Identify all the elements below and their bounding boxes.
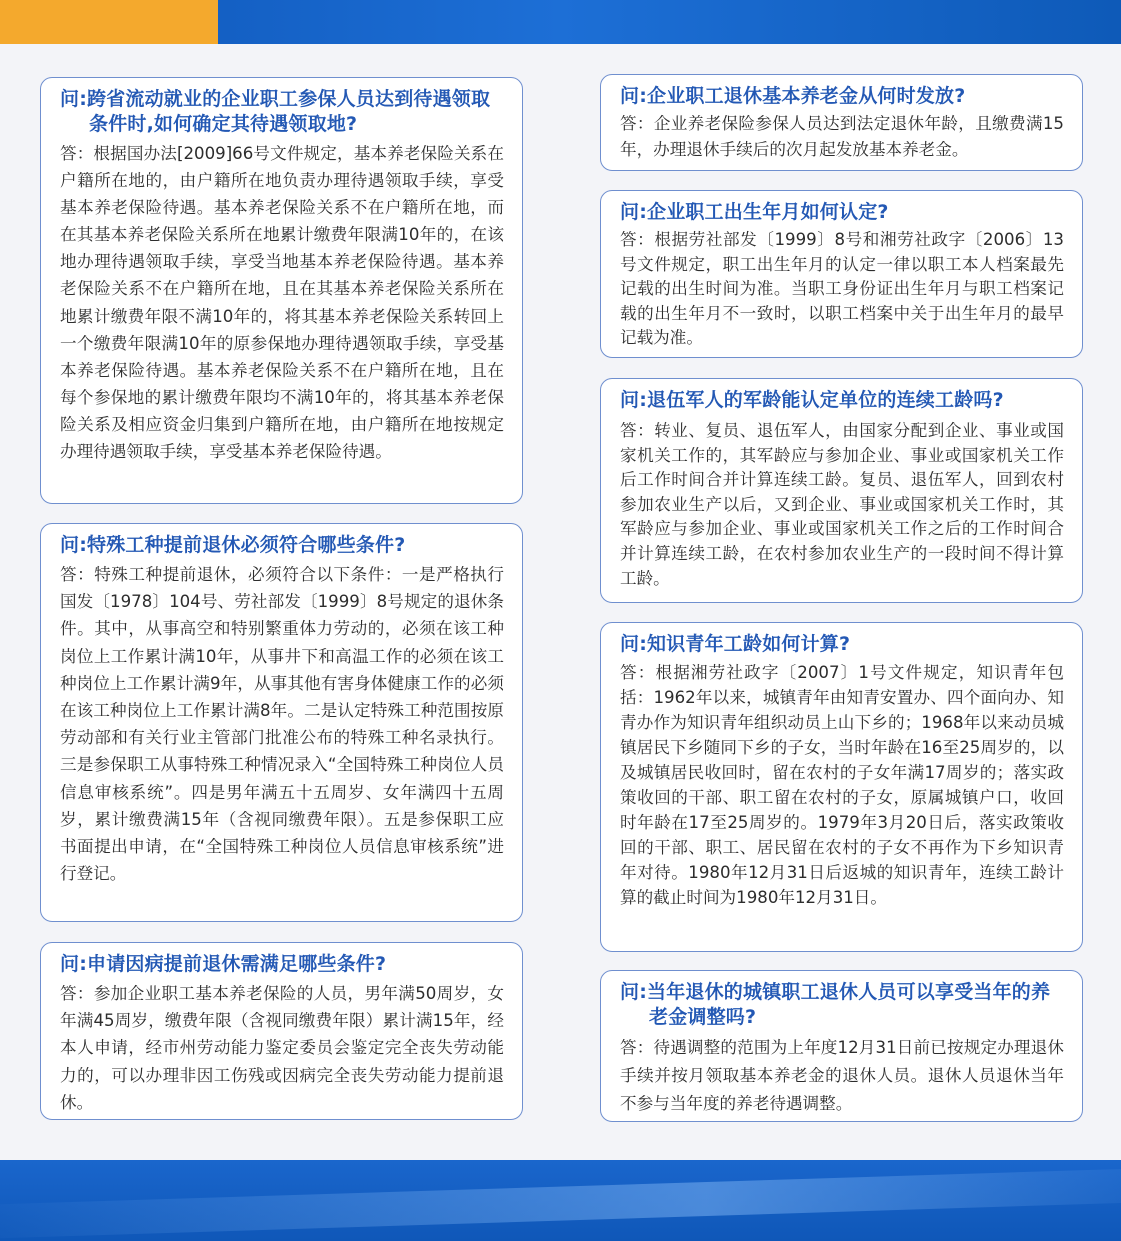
answer-text: 答：根据国办法[2009]66号文件规定，基本养老保险关系在户籍所在地的，由户籍所在地负责办理待遇领取手续，享受基本养老保险待遇。基本养老保险关系不在户籍所在地，而在其基本养老保险关系所在地累计缴费年限满10年的，在该地办理待遇领取手续，享受当地基本养老保险待遇。基本养老保险关系不在户籍所在地，且在其基本养老保险关系所在地累计缴费年限不满10年的，将其基本养老保险关系转回上一个缴费年限满10年的原参保地办理待遇领取手续，享受基本养老保险待遇。基本养老保险关系不在户籍所在地，且在每个参保地的累计缴费年限均不满10年的，将其基本养老保险关系及相应资金归集到户籍所在地，由户籍所在地按规定办理待遇领取手续，享受基本养老保险待遇。 <box>60 144 504 462</box>
question-text: 问:申请因病提前退休需满足哪些条件? <box>60 953 387 975</box>
qa-card-pension-adjustment-eligibility <box>600 970 1083 1122</box>
top-banner-accent <box>0 0 218 44</box>
qa-card-transfer-retirement-location <box>40 77 523 504</box>
bottom-banner-band <box>0 1160 1121 1241</box>
qa-card-educated-youth-service-years <box>600 622 1083 952</box>
qa-card-veteran-service-years <box>600 378 1083 603</box>
question-text: 问:退伍军人的军龄能认定单位的连续工龄吗? <box>620 389 1004 411</box>
answer-text: 答：企业养老保险参保人员达到法定退休年龄，且缴费满15年，办理退休手续后的次月起发放基本养老金。 <box>620 114 1064 159</box>
answer-text: 答：转业、复员、退伍军人，由国家分配到企业、事业或国家机关工作的，其军龄应与参加企业、事业或国家机关工作后工作时间合并计算连续工龄。复员、退伍军人，回到农村参加农业生产以后，又到企业、事业或国家机关工作时，其军龄应与参加企业、事业或国家机关工作之后的工作时间合并计算连续工龄，在农村参加农业生产的一段时间不得计算工龄。 <box>620 421 1064 588</box>
qa-card-illness-early-retirement <box>40 942 523 1120</box>
question-text: 问:跨省流动就业的企业职工参保人员达到待遇领取条件时,如何确定其待遇领取地? <box>60 88 491 135</box>
qa-card-pension-start-date <box>600 74 1083 171</box>
question-text: 问:当年退休的城镇职工退休人员可以享受当年的养老金调整吗? <box>620 981 1051 1028</box>
answer-text: 答：根据湘劳社政字〔2007〕1号文件规定，知识青年包括：1962年以来，城镇青年由知青安置办、四个面向办、知青办作为知识青年组织动员上山下乡的；1968年以来动员城镇居民下乡随同下乡的子女，当时年龄在16至25周岁的，以及城镇居民收回时，留在农村的子女年满17周岁的；落实政策收回的干部、职工留在农村的子女，原属城镇户口，收回时年龄在17至25周岁的。1979年3月20日后，落实政策收回的干部、职工、居民留在农村的子女不再作为下乡知识青年对待。1980年12月31日后返城的知识青年，连续工龄计算的截止时间为1980年12月31日。 <box>620 663 1064 907</box>
question-text: 问:知识青年工龄如何计算? <box>620 633 851 655</box>
answer-text: 答：参加企业职工基本养老保险的人员，男年满50周岁，女年满45周岁，缴费年限（含视同缴费年限）累计满15年，经本人申请，经市州劳动能力鉴定委员会鉴定完全丧失劳动能力的，可以办理非因工伤残或因病完全丧失劳动能力提前退休。 <box>60 984 504 1112</box>
qa-card-special-job-early-retirement <box>40 523 523 922</box>
answer-text: 答：根据劳社部发〔1999〕8号和湘劳社政字〔2006〕13号文件规定，职工出生年月的认定一律以职工本人档案最先记载的出生时间为准。当职工身份证出生年月与职工档案记载的出生年月不一致时，以职工档案中关于出生年月的最早记载为准。 <box>620 230 1064 347</box>
answer-text: 答：特殊工种提前退休，必须符合以下条件：一是严格执行国发〔1978〕104号、劳社部发〔1999〕8号规定的退休条件。其中，从事高空和特别繁重体力劳动的，必须在该工种岗位上工作累计满10年，从事井下和高温工作的必须在该工种岗位上工作累计满9年，从事其他有害身体健康工作的必须在该工种岗位上工作累计满8年。二是认定特殊工种范围按原劳动部和有关行业主管部门批准公布的特殊工种名录执行。三是参保职工从事特殊工种情况录入“全国特殊工种岗位人员信息审核系统”。四是男年满五十五周岁、女年满四十五周岁，累计缴费满15年（含视同缴费年限）。五是参保职工应书面提出申请，在“全国特殊工种岗位人员信息审核系统”进行登记。 <box>60 565 504 884</box>
bottom-banner-stripe <box>0 1166 1121 1240</box>
question-text: 问:企业职工退休基本养老金从何时发放? <box>620 85 966 107</box>
answer-text: 答：待遇调整的范围为上年度12月31日前已按规定办理退休手续并按月领取基本养老金的退休人员。退休人员退休当年不参与当年度的养老待遇调整。 <box>620 1038 1064 1113</box>
question-text: 问:特殊工种提前退休必须符合哪些条件? <box>60 534 406 556</box>
qa-card-birth-date-determination <box>600 190 1083 358</box>
question-text: 问:企业职工出生年月如何认定? <box>620 201 889 223</box>
